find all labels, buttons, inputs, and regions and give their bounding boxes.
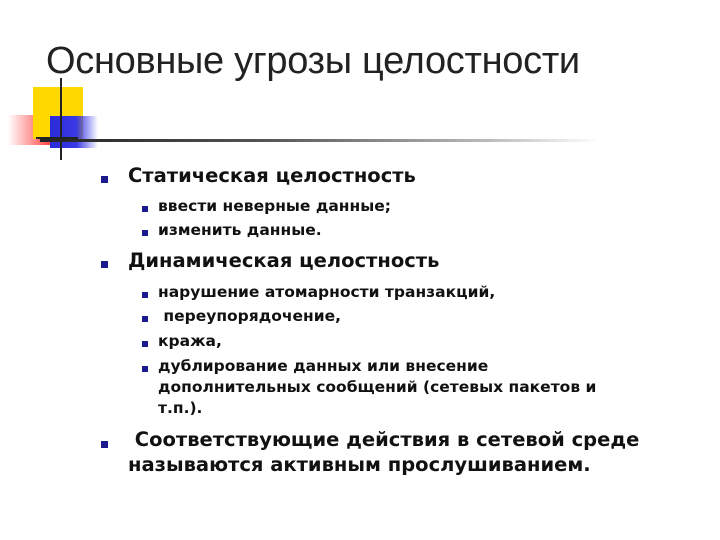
decor-vertical-line xyxy=(60,78,62,160)
sub-item-line: дублирование данных или внесение xyxy=(158,357,489,375)
bullet-icon xyxy=(142,206,148,212)
list-item-dynamic-integrity: Динамическая целостность xyxy=(128,249,440,272)
sub-item-line: т.п.). xyxy=(158,399,203,417)
bullet-icon xyxy=(142,316,148,322)
sub-item: изменить данные. xyxy=(158,221,322,239)
bullet-icon xyxy=(101,441,108,448)
list-item-static-integrity: Статическая целостность xyxy=(128,164,416,187)
bullet-icon xyxy=(142,341,148,347)
sub-item: кража, xyxy=(158,332,222,350)
list-item-network-line: называются активным прослушиванием. xyxy=(128,453,591,476)
bullet-icon xyxy=(101,176,108,183)
title-underline xyxy=(40,139,600,142)
bullet-icon xyxy=(142,230,148,236)
sub-item: переупорядочение, xyxy=(158,307,342,325)
sub-item: нарушение атомарности транзакций, xyxy=(158,283,496,301)
bullet-icon xyxy=(142,292,148,298)
sub-item: ввести неверные данные; xyxy=(158,197,391,215)
list-item-network-line: Соответствующие действия в сетевой среде xyxy=(128,428,640,451)
bullet-icon xyxy=(142,366,148,372)
slide-title: Основные угрозы целостности xyxy=(46,40,580,82)
sub-item-line: дополнительных сообщений (сетевых пакетов и xyxy=(158,378,597,396)
bullet-icon xyxy=(101,261,108,268)
decor-blue-block xyxy=(50,116,98,148)
